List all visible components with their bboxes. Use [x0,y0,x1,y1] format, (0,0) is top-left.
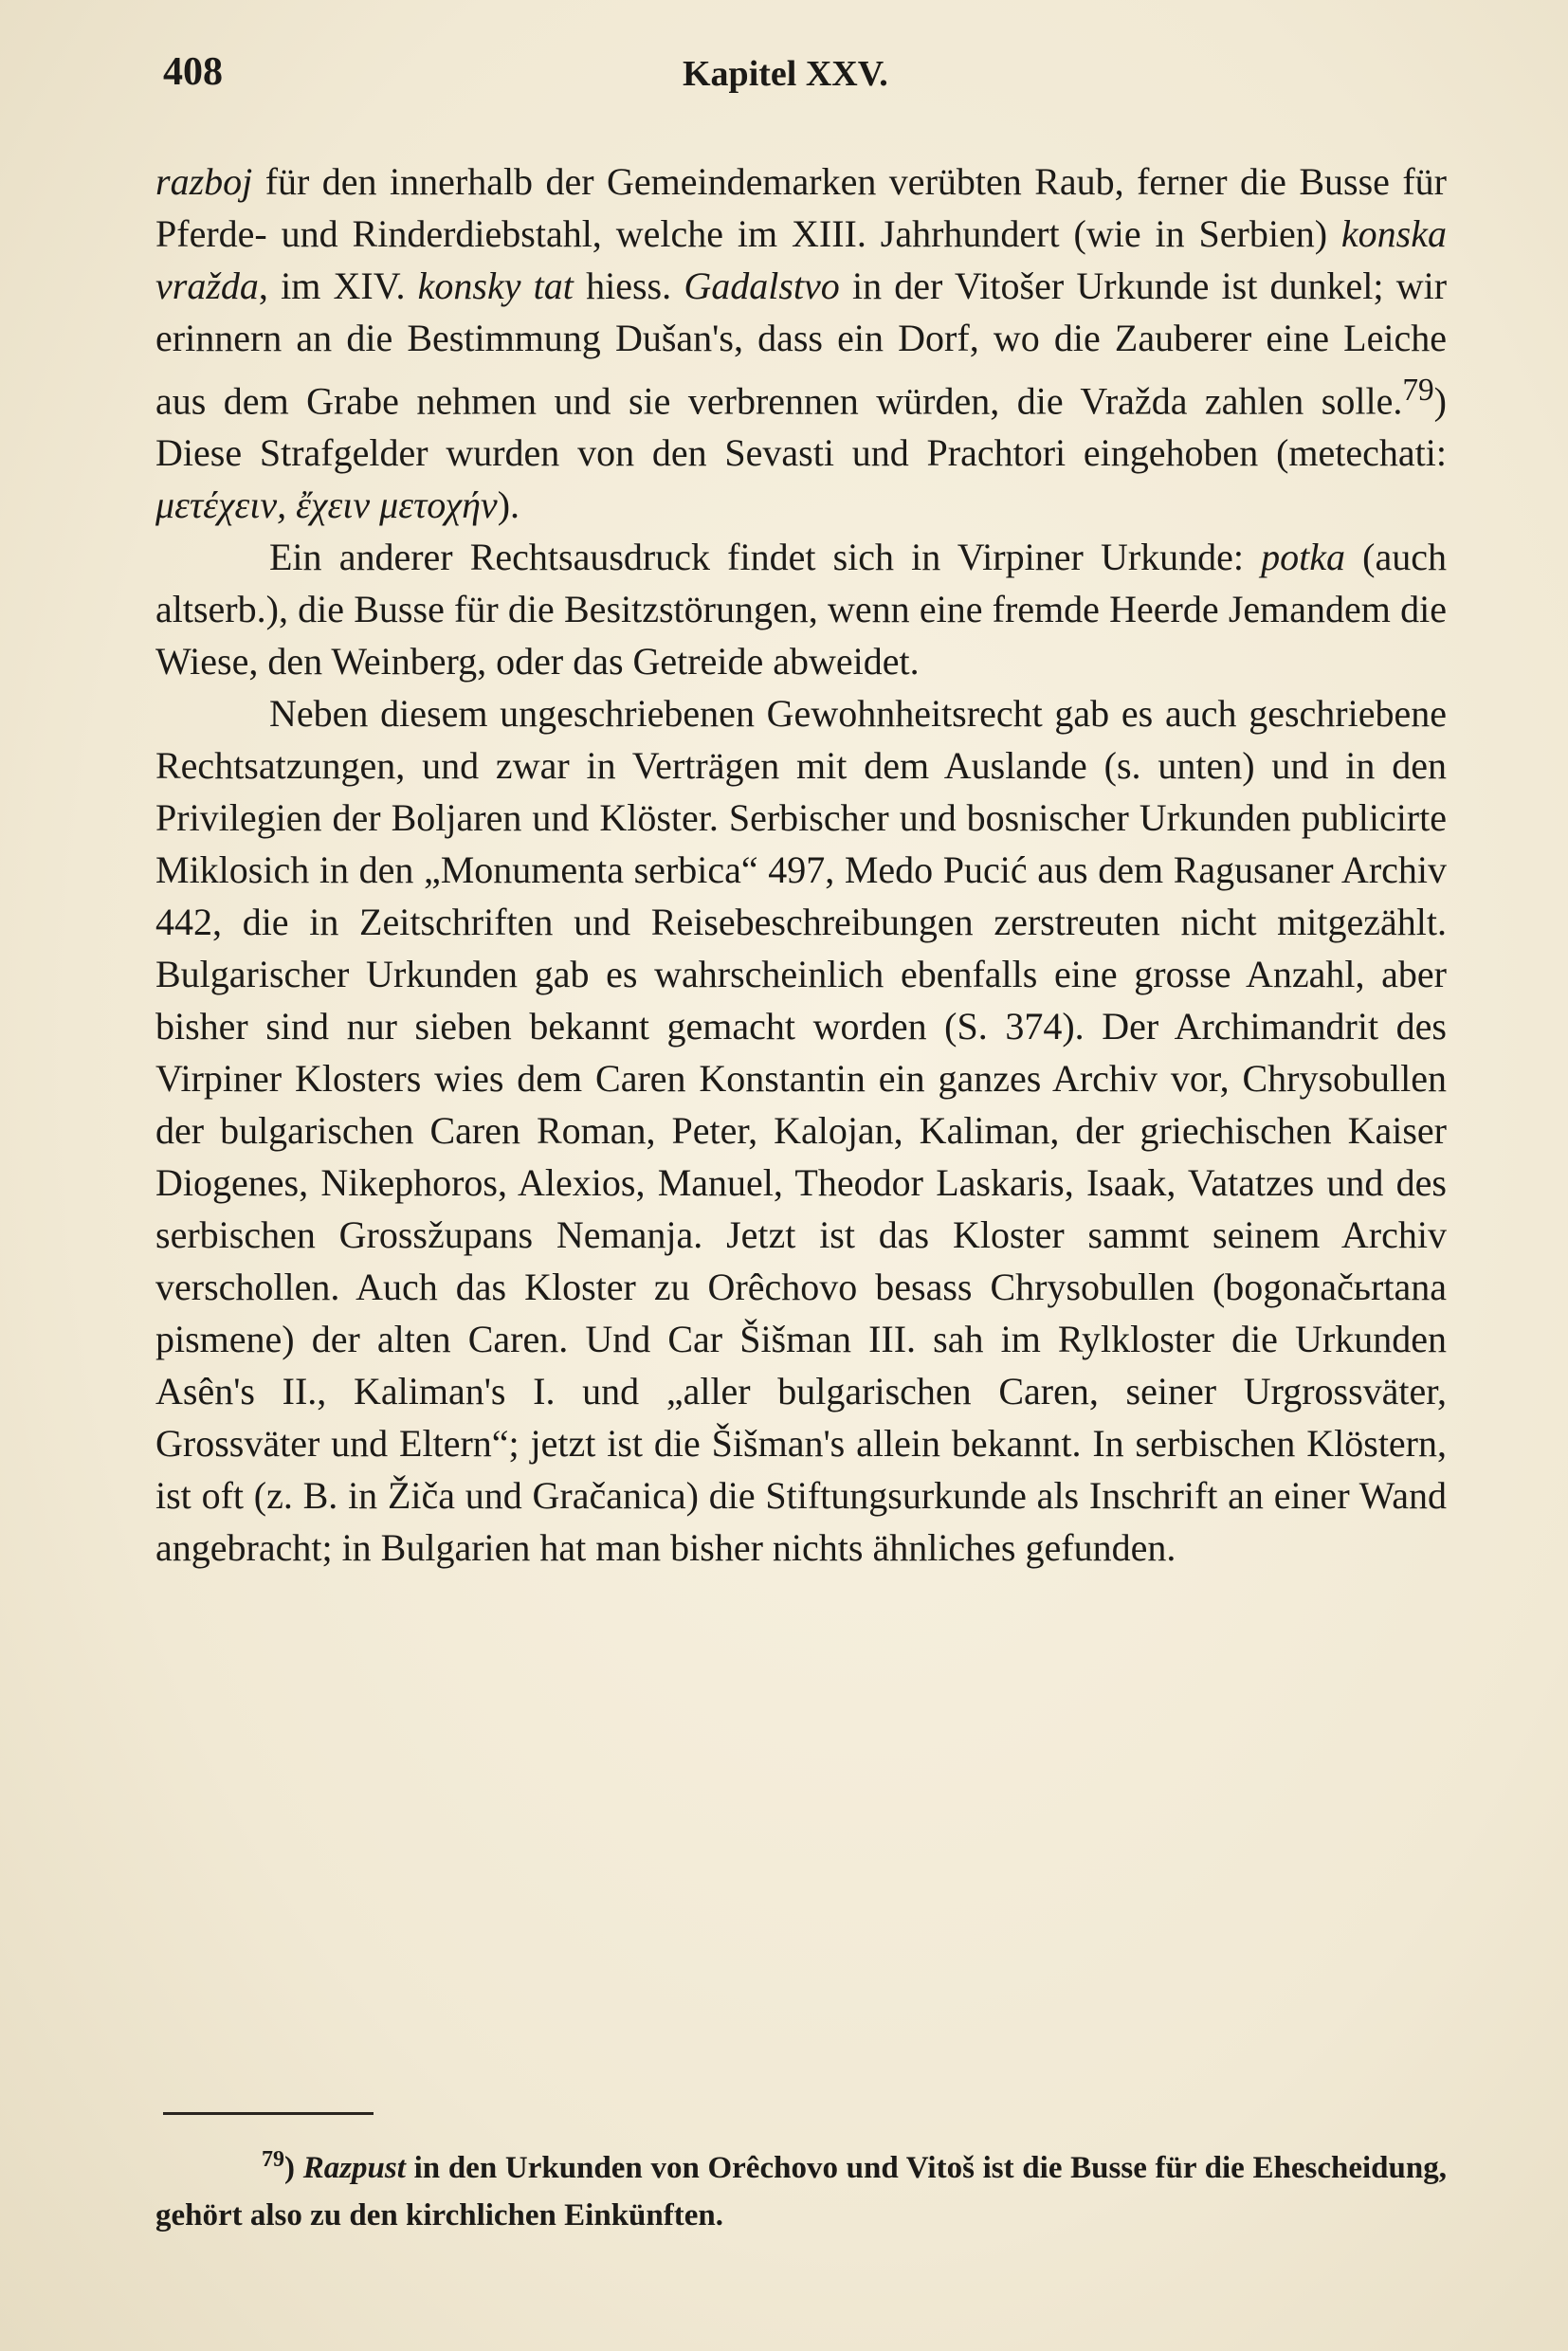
text-run: , im XIV. [258,264,418,307]
running-title: Kapitel XXV. [683,54,888,94]
italic-term: konsky tat [417,264,574,307]
page-header [163,49,1435,106]
footnote [155,2144,1447,2239]
italic-term: razboj [155,160,253,203]
paragraph [155,531,1447,687]
text-run: ) Diese Strafgelder wurden von den Sevasti und Prachtori eingehoben (metechati: [155,379,1447,475]
text-run: ) [284,2151,303,2185]
italic-term: Razpust [302,2151,406,2185]
body-text [155,155,1447,1574]
italic-term: potka [1261,536,1346,579]
italic-term: μετέχειν, ἔχειν μετοχήν [155,483,498,527]
text-run: in der Vitošer Urkunde ist dunkel; wir erinnern an die Bestimmung Dušan's, dass ein Dorf, wo die Zauberer eine Leiche aus dem Grabe nehmen und sie verbrennen würden, die Vražda zahlen solle. [155,264,1448,423]
italic-term: konska vražda [155,212,1447,307]
text-run: ). [497,483,520,527]
text-run: hiess. [573,264,684,307]
italic-term: Gadalstvo [684,264,840,307]
text-run: (auch altserb.), die Busse für die Besitzstörungen, wenn eine fremde Heerde Jemandem die Wiese, den Weinberg, oder das Getreide abweidet. [155,536,1448,683]
paragraph [155,155,1447,531]
footnote-text [155,2151,1447,2233]
text-run: Neben diesem ungeschriebenen Gewohnheitsrecht gab es auch geschriebene Rechtsatzungen, und zwar in Verträgen mit dem Auslande (s. unten) und in den Privilegien der Boljaren und Klöster. Serbischer und bosnischer Urkunden publicirte Miklosich in den „Monumenta serbica“ 497, Medo Pucić aus dem Ragusaner Archiv 442, die in Zeitschriften und Reisebeschreibungen zerstreuten nicht mitgezählt. Bulgarischer Urkunden gab es wahrscheinlich ebenfalls eine grosse Anzahl, aber bisher sind nur sieben bekannt gemacht worden (S. 374). Der Archimandrit des Virpiner Klosters wies dem Caren Konstantin ein ganzes Archiv vor, Chrysobullen der bulgarischen Caren Roman, Peter, Kalojan, Kaliman, der griechischen Kaiser Diogenes, Nikephoros, Alexios, Manuel, Theodor Laskaris, Isaak, Vatatzes und des serbischen Grossžupans Nemanja. Jetzt ist das Kloster sammt seinem Archiv verschollen. Auch das Kloster zu Orêchovo besass Chrysobullen (bogonačьrtana pismene) der alten Caren. Und Car Šišman III. sah im Rylkloster die Urkunden Asên's II., Kaliman's I. und „aller bulgarischen Caren, seiner Urgrossväter, Grossväter und Eltern“; jetzt ist die Šišman's allein bekannt. In serbischen Klöstern, ist oft (z. B. in Žiča und Gračanica) die Stiftungsurkunde als Inschrift an einer Wand angebracht; in Bulgarien hat man bisher nichts ähnliches gefunden. [155,692,1447,1570]
footnote-paragraph [155,2144,1447,2239]
text-run: für den innerhalb der Gemeindemarken verübten Raub, ferner die Busse für Pferde- und Rinderdiebstahl, welche im XIII. Jahrhundert (wie in Serbien) [155,160,1447,255]
footnote-separator [163,2112,374,2115]
page-number: 408 [163,50,223,94]
paragraph [155,687,1447,1574]
text-run: in den Urkunden von Orêchovo und Vitoš ist die Busse für die Ehescheidung, gehört also zu den kirchlichen Einkünften. [155,2151,1447,2233]
text-run: Ein anderer Rechtsausdruck findet sich in Virpiner Urkunde: [269,536,1262,579]
footnote-reference: 79 [1402,373,1434,408]
footnote-number: 79 [262,2147,284,2172]
